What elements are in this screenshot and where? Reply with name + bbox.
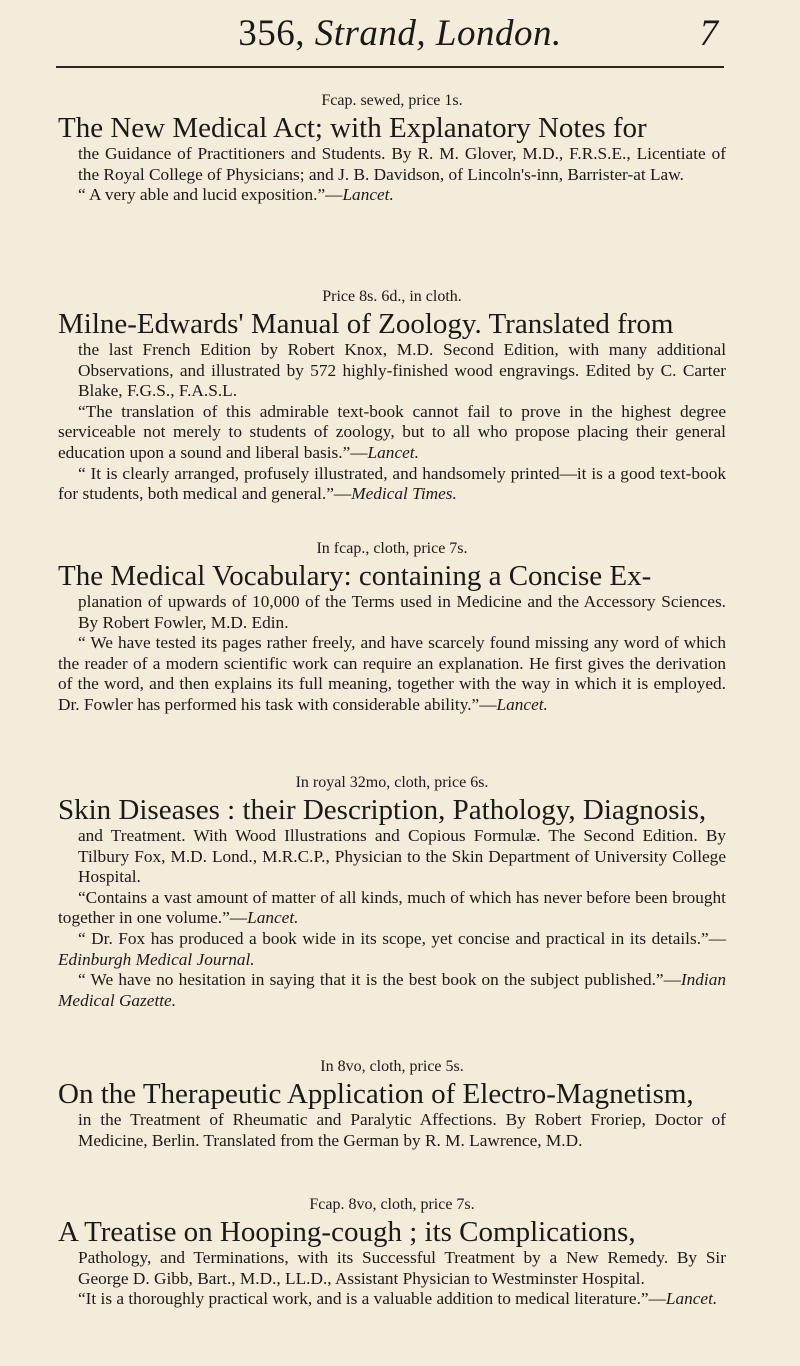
advert-entry <box>58 1196 726 1310</box>
review-quote <box>58 929 726 970</box>
quote-text: “ We have no hesitation in saying that it is the best book on the subject published.”— <box>78 970 681 990</box>
quote-text: “Contains a vast amount of matter of all kinds, much of which has never before been brought together in one volume.”— <box>58 887 726 928</box>
header-rule <box>56 66 724 68</box>
quote-source: Edinburgh Medical Journal. <box>58 949 255 969</box>
quote-source: Lancet. <box>367 442 419 462</box>
advert-entry <box>58 1058 726 1151</box>
price-line: Fcap. 8vo, cloth, price 7s. <box>309 1196 475 1213</box>
review-quote <box>58 633 726 715</box>
running-head <box>0 8 800 66</box>
quote-source: Lancet. <box>496 694 548 714</box>
city-name: London. <box>435 13 562 54</box>
price-line: In royal 32mo, cloth, price 6s. <box>295 774 489 791</box>
quote-text: “ It is clearly arranged, profusely illustrated, and handsomely printed—it is a good text-book for students, both medical and general.”— <box>58 463 726 504</box>
review-quote <box>58 402 726 464</box>
quote-text: “ A very able and lucid exposition.”— <box>78 185 343 205</box>
quote-source: Medical Times. <box>351 484 457 504</box>
advert-entry <box>58 288 726 505</box>
advert-entry <box>58 540 726 716</box>
book-title: Milne-Edwards' Manual of Zoology. Translated from <box>58 308 674 340</box>
book-description: in the Treatment of Rheumatic and Paralytic Affections. By Robert Froriep, Doctor of Medicine, Berlin. Translated from the German by R. M. Lawrence, M.D. <box>78 1110 726 1150</box>
price-line: Price 8s. 6d., in cloth. <box>322 288 462 305</box>
book-description: the last French Edition by Robert Knox, M.D. Second Edition, with many additional Observations, and illustrated by 572 highly-finished wood engravings. Edited by C. Carter Blake, F.G.S., F.A.S.L. <box>78 340 726 401</box>
book-title: On the Therapeutic Application of Electro-Magnetism, <box>58 1078 694 1110</box>
review-quote <box>58 970 726 1011</box>
page-number: 356, <box>238 13 305 54</box>
book-title: The Medical Vocabulary: containing a Concise Ex- <box>58 560 652 592</box>
book-title: Skin Diseases : their Description, Pathology, Diagnosis, <box>58 794 707 826</box>
quote-text: “ Dr. Fox has produced a book wide in its scope, yet concise and practical in its details.”— <box>78 928 726 948</box>
review-quote <box>58 1289 726 1310</box>
review-quote <box>58 185 726 206</box>
book-description: Pathology, and Terminations, with its Successful Treatment by a New Remedy. By Sir George D. Gibb, Bart., M.D., LL.D., Assistant Physician to Westminster Hospital. <box>78 1248 726 1288</box>
advert-entry <box>58 774 726 1011</box>
book-description: planation of upwards of 10,000 of the Terms used in Medicine and the Accessory Sciences. By Robert Fowler, M.D. Edin. <box>78 592 726 632</box>
review-quote <box>58 464 726 505</box>
book-description: and Treatment. With Wood Illustrations and Copious Formulæ. The Second Edition. By Tilbury Fox, M.D. Lond., M.R.C.P., Physician to the Skin Department of University College Hospital. <box>78 826 726 887</box>
price-line: Fcap. sewed, price 1s. <box>321 92 463 109</box>
quote-text: “ We have tested its pages rather freely, and have scarcely found missing any word of which the reader of a modern scientific work can require an explanation. He first gives the derivation of the word, and then explains its full meaning, together with the way in which it is employed. Dr. Fowler has performed his task with considerable ability.”— <box>58 633 726 714</box>
quote-source: Indian Medical Gazette. <box>58 970 726 1010</box>
folio-number: 7 <box>699 13 718 54</box>
book-title: The New Medical Act; with Explanatory Notes for <box>58 112 647 144</box>
quote-source: Lancet. <box>342 185 394 205</box>
quote-source: Lancet. <box>665 1289 718 1309</box>
quote-source: Lancet. <box>247 908 299 928</box>
quote-text: “The translation of this admirable text-book cannot fail to prove in the highest degree serviceable not merely to students of zoology, but to all who propose placing their general education upon a sound and liberal basis.”— <box>58 401 726 462</box>
price-line: In 8vo, cloth, price 5s. <box>320 1058 464 1075</box>
quote-text: “It is a thoroughly practical work, and is a valuable addition to medical literature.”— <box>78 1289 666 1309</box>
price-line: In fcap., cloth, price 7s. <box>316 540 468 557</box>
review-quote <box>58 888 726 929</box>
book-description: the Guidance of Practitioners and Students. By R. M. Glover, M.D., F.R.S.E., Licentiate of the Royal College of Physicians; and J. B. Davidson, of Lincoln's-inn, Barrister-at Law. <box>78 144 726 184</box>
street-name: Strand, <box>314 13 427 54</box>
book-title: A Treatise on Hooping-cough ; its Complications, <box>58 1216 636 1248</box>
advert-entry <box>58 92 726 206</box>
running-head-title <box>0 12 800 55</box>
